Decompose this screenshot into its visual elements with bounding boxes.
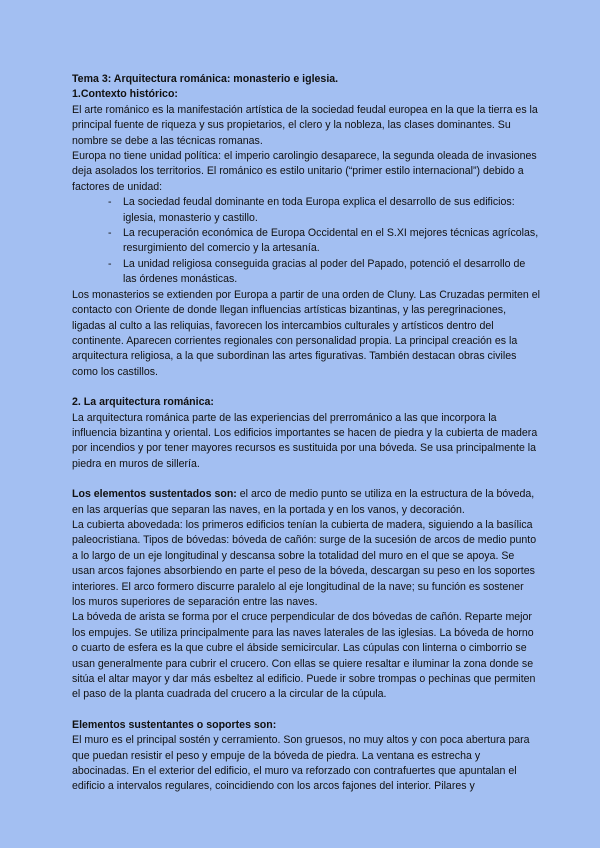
bullet-list [72,195,540,287]
list-item: - La recuperación económica de Europa Occidental en el S.XI mejores técnicas agrícolas, resurgimiento del comercio y la artesanía. [108,226,540,257]
paragraph: El arte románico es la manifestación artística de la sociedad feudal europea en la que la tierra es la principal fuente de riqueza y sus propietarios, el clero y la nobleza, las clases dominantes. Su nombre se debe a las técnicas romanas. [72,103,538,147]
paragraph-text: el arco de medio punto se utiliza en la estructura de la bóveda, en las arquerías que separan las naves, en la portada y en los vanos, y decoración. [72,488,535,516]
list-item: - La sociedad feudal dominante en toda Europa explica el desarrollo de sus edificios: iglesia, monasterio y castillo. [108,195,540,226]
spacer [72,472,540,487]
section-heading-architecture: 2. La arquitectura románica: [72,396,214,409]
section-heading-supports: Elementos sustentantes o soportes son: [72,718,277,731]
paragraph: La bóveda de arista se forma por el cruce perpendicular de dos bóvedas de cañón. Reparte mejor los empujes. Se utiliza principalmente para las naves laterales de las iglesias. La bóveda de horno o cuarto de esfera es la que cubre el ábside semicircular. Las cúpulas con linterna o cimborrio se usan generalmente para cubrir el crucero. Con ellas se quiere resaltar e iluminar la zona donde se sitúa el altar mayor y dar más esbeltez al edificio. Puede ir sobre trompas o pechinas que permiten el paso de la planta cuadrada del crucero a la circular de la cúpula. [72,611,536,701]
paragraph [72,487,540,518]
paragraph: La cubierta abovedada: los primeros edificios tenían la cubierta de madera, siguiendo a la basílica paleocristiana. Tipos de bóvedas: bóveda de cañón: surge de la sucesión de arcos de medio punto a lo largo de un eje longitudinal y descansa sobre la totalidad del muro en el que se apoya. Se usan arcos fajones absorbiendo en parte el peso de la bóveda, descargan su peso en los soportes interiores. El arco formero discurre paralelo al eje longitudinal de la nave; su función es sostener los muros superiores de separación entre las naves. [72,518,537,608]
paragraph: El muro es el principal sostén y cerramiento. Son gruesos, no muy altos y con poca abertura para que puedan resistir el peso y empuje de la bóveda de piedra. La ventana es estrecha y abocinadas. En el exterior del edificio, el muro va reforzado con contrafuertes que apuntalan el edificio a intervalos regulares, coincidiendo con los arcos fajones del interior. Pilares y [72,734,530,793]
spacer [72,380,540,395]
paragraph: La arquitectura románica parte de las experiencias del prerrománico a las que incorpora la influencia bizantina y oriental. Los edificios importantes se hacen de piedra y la cubierta de madera por incendios y por tener mayores recursos es sustituida por una bóveda. Se usa principalmente la piedra en muros de sillería. [72,411,538,470]
document-title: Tema 3: Arquitectura románica: monasterio e iglesia. [72,73,339,85]
list-item: - La unidad religiosa conseguida gracias al poder del Papado, potenció el desarrollo de las órdenes monásticas. [108,257,540,288]
paragraph: Los monasterios se extienden por Europa a partir de una orden de Cluny. Las Cruzadas permiten el contacto con Oriente de donde llegan influencias artísticas bizantinas, y las peregrinaciones, ligadas al culto a las reliquias, favorecen los intercambios culturales y artísticos dentro del continente. Aparecen corrientes regionales con personalidad propia. La principal creación es la arquitectura religiosa, a la que subordinan las artes figurativas. También destacan obras civiles como los castillos. [72,288,540,378]
section-heading-context: 1.Contexto histórico: [72,88,178,101]
spacer [72,703,540,718]
paragraph: Europa no tiene unidad política: el imperio carolingio desaparece, la segunda oleada de invasiones deja asolados los territorios. El románico es estilo unitario (“primer estilo internacional”) debido a factores de unidad: [72,150,537,193]
section-heading-sustained: Los elementos sustentados son: [72,488,237,501]
